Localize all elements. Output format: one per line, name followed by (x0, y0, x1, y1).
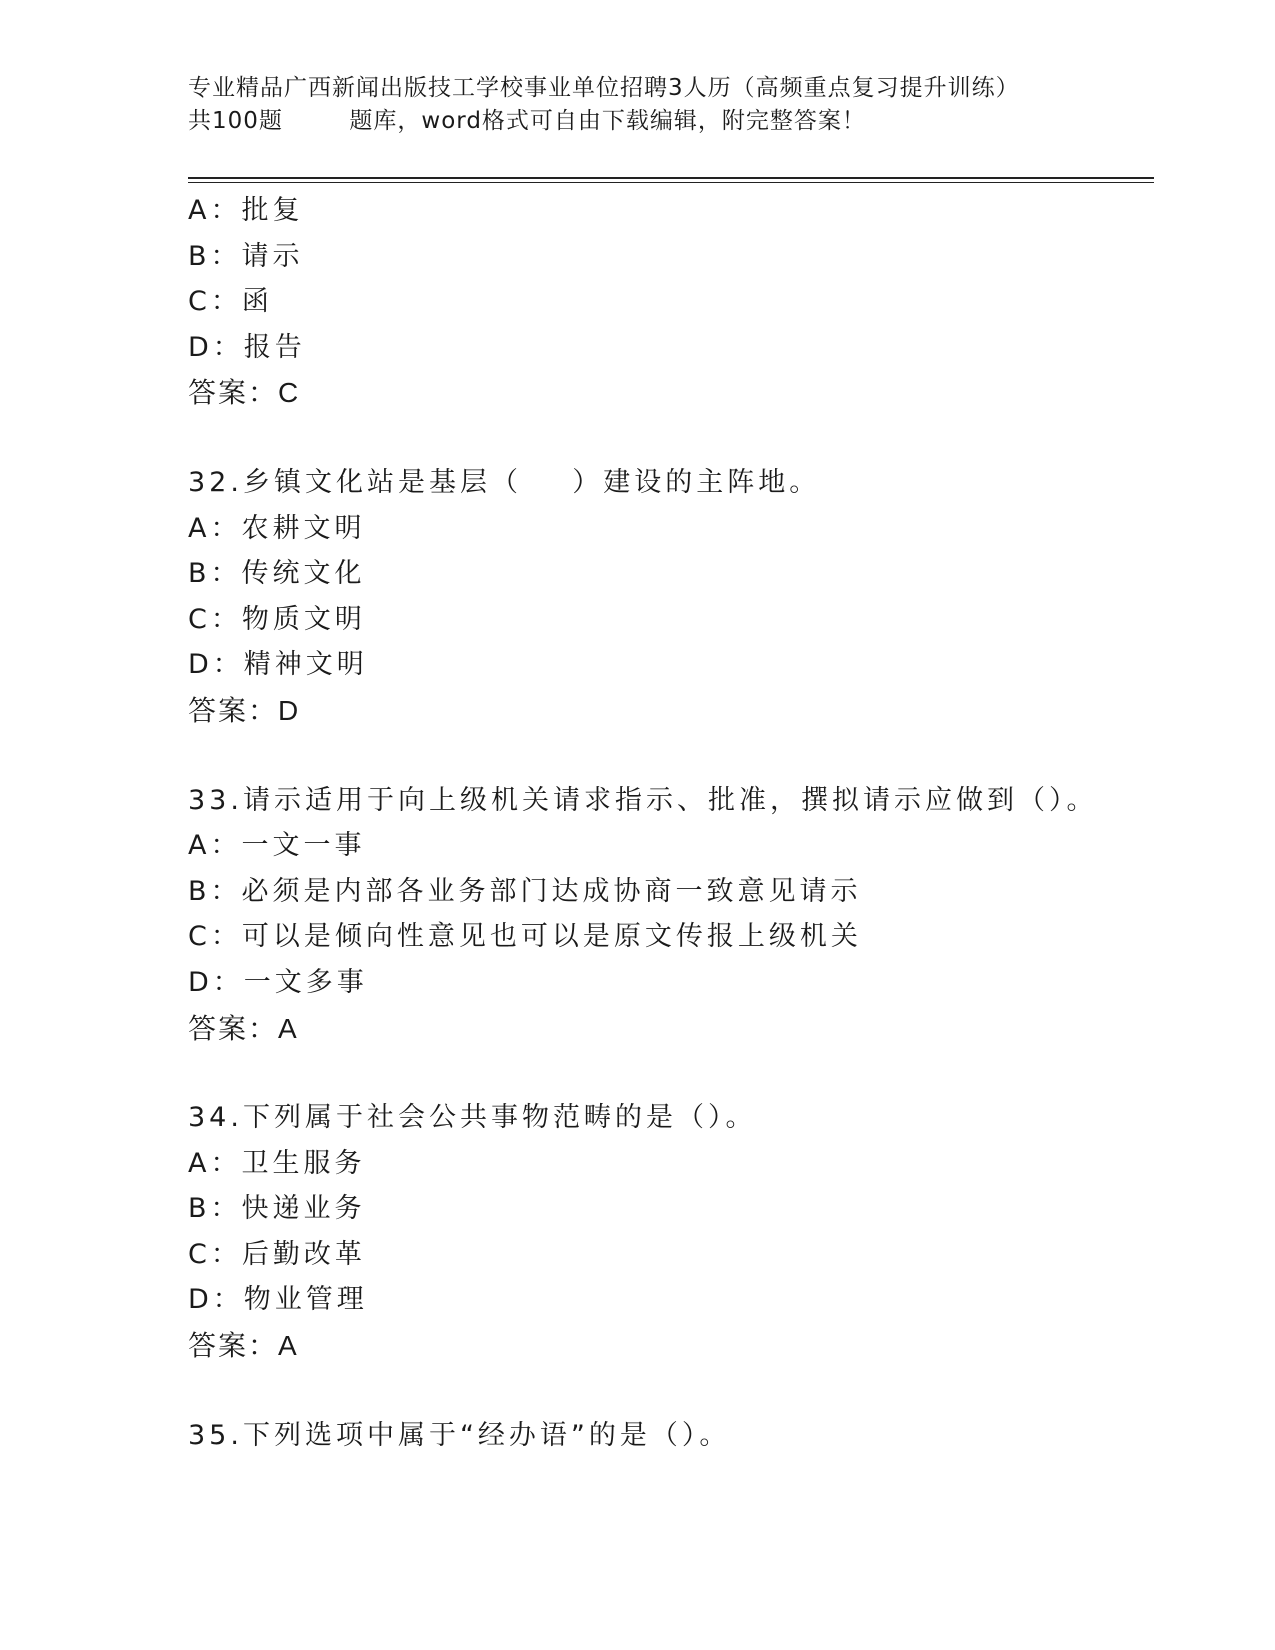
question-text: 32.乡镇文化站是基层（ ）建设的主阵地。 (188, 466, 821, 498)
option-b: B：传统文化 (188, 558, 366, 590)
question-text: 35.下列选项中属于“经办语”的是（）。 (188, 1419, 731, 1451)
document-header (188, 72, 1168, 138)
question-list (188, 188, 1148, 1458)
option-a: A：卫生服务 (188, 1147, 366, 1179)
answer: 答案：D (188, 694, 301, 726)
question-31 (188, 188, 1148, 416)
question-text: 33.请示适用于向上级机关请求指示、批准，撰拟请示应做到（）。 (188, 784, 1098, 816)
question-34 (188, 1095, 1148, 1369)
option-a: A：批复 (188, 195, 304, 226)
header-divider-thin (188, 182, 1154, 183)
option-a: A：农耕文明 (188, 512, 366, 544)
question-33 (188, 778, 1148, 1052)
option-a: A：一文一事 (188, 830, 366, 862)
header-title: 专业精品广西新闻出版技工学校事业单位招聘3人历（高频重点复习提升训练） (188, 75, 1020, 101)
option-b: B：请示 (188, 240, 304, 272)
option-d: D：一文多事 (188, 966, 368, 998)
option-d: D：物业管理 (188, 1284, 368, 1316)
answer: 答案：A (188, 1012, 299, 1044)
answer: 答案：A (188, 1330, 299, 1362)
option-d: D：精神文明 (188, 649, 368, 681)
question-35 (188, 1413, 1148, 1459)
question-32 (188, 460, 1148, 734)
option-c: C：后勤改革 (188, 1238, 366, 1270)
option-b: B：必须是内部各业务部门达成协商一致意见请示 (188, 875, 862, 907)
option-c: C：可以是倾向性意见也可以是原文传报上级机关 (188, 921, 862, 953)
option-c: C：物质文明 (188, 603, 366, 635)
header-subtitle: 共100题 题库，word格式可自由下载编辑，附完整答案！ (188, 108, 866, 134)
answer: 答案：C (188, 377, 301, 409)
option-b: B：快递业务 (188, 1193, 366, 1225)
option-c: C：函 (188, 286, 273, 318)
option-d: D：报告 (188, 331, 306, 363)
question-text: 34.下列属于社会公共事物范畴的是（）。 (188, 1102, 757, 1134)
header-divider-thick (188, 177, 1154, 179)
